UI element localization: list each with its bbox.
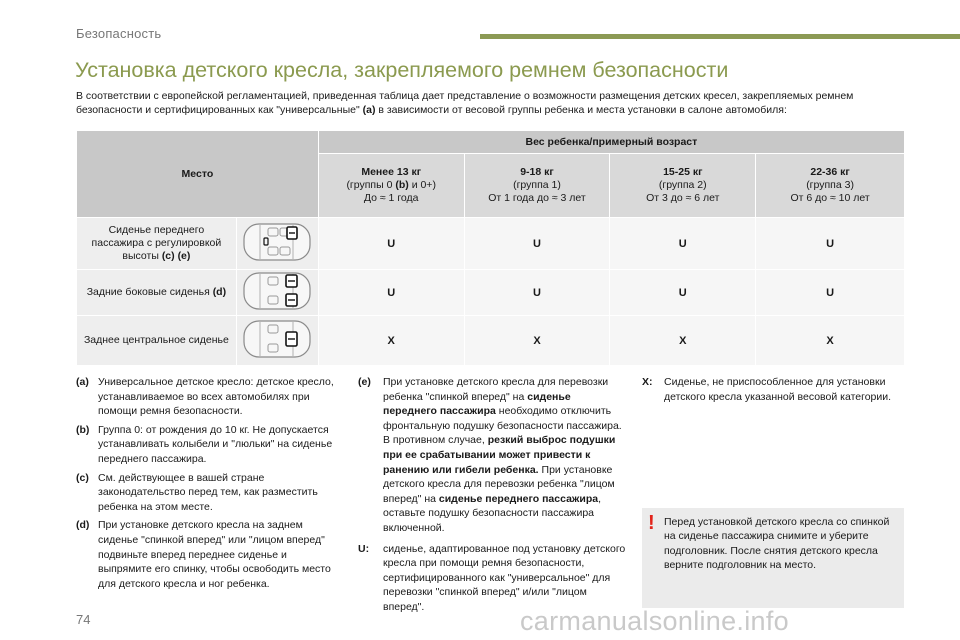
table-row (77, 316, 905, 366)
group-header-0 (318, 154, 464, 218)
group-name: (группы 0 (346, 179, 393, 191)
table-row (77, 218, 905, 270)
group-weight: Менее 13 кг (361, 166, 422, 178)
warning-icon: ! (648, 512, 655, 534)
note-u (358, 542, 626, 615)
note-x (642, 375, 904, 404)
group-age: От 3 до ≈ 6 лет (646, 192, 720, 204)
car-seat-diagram-icon (238, 219, 316, 265)
group-name: (группа 1) (513, 179, 561, 191)
page-number: 74 (76, 612, 91, 627)
car-seat-diagram-icon (238, 317, 316, 361)
note-text: Универсальное детское кресло: детское кресло, устанавливаемое во всех автомобилях при помощи ремня безопасности. (98, 376, 334, 418)
cell-value: X (464, 316, 610, 366)
note-e-text-2: необходимо отключить фронтальную подушку безопасности пассажира. В противном случае, (383, 405, 622, 447)
note-tag: (b) (76, 423, 90, 436)
row-diagram (236, 218, 318, 270)
cell-value: U (464, 218, 610, 270)
group-header-1 (464, 154, 610, 218)
note-text: Сиденье, не приспособленное для установки детского кресла указанной весовой категории. (664, 376, 892, 403)
note-tag: (d) (76, 519, 90, 532)
note-e-text-3: При установке детского кресла для перевозки ребенка "лицом вперед" на (383, 463, 615, 505)
row-diagram (236, 316, 318, 366)
warning-text: Перед установкой детского кресла со спинкой на сиденье пассажира снимите и уберите подголовник. После снятия детского кресла верните подголовник на место. (664, 516, 890, 572)
row-label (77, 218, 237, 270)
note-e-bold-3: сиденье переднего пассажира (438, 492, 599, 505)
note-e (358, 375, 626, 536)
group-weight: 15-25 кг (663, 166, 703, 178)
note-tag: X: (642, 376, 653, 388)
weight-header: Вес ребенка/примерный возраст (318, 131, 904, 154)
intro-paragraph (76, 90, 906, 117)
cell-value: U (756, 218, 905, 270)
car-seat-diagram-icon (238, 270, 316, 312)
group-age: От 6 до ≈ 10 лет (790, 192, 870, 204)
group-header-2 (610, 154, 756, 218)
note-e-bold-2: резкий выброс подушки при ее срабатывании может привести к ранению или гибели ребенка. (383, 434, 616, 476)
notes-right (642, 375, 904, 408)
seat-header: Место (77, 131, 319, 218)
group-name: (группа 2) (658, 179, 707, 191)
group-ref: (b) (395, 179, 409, 191)
note-tag: (a) (76, 376, 89, 388)
cell-value: U (756, 270, 905, 316)
cell-value: U (318, 270, 464, 316)
note-c (76, 471, 338, 515)
note-tag: (e) (358, 376, 371, 388)
group-name-tail: и 0+) (411, 179, 436, 191)
note-e-text-4: , оставьте подушку безопасности пассажира включенной. (383, 492, 601, 534)
row-label (77, 270, 237, 316)
cell-value: U (610, 270, 756, 316)
row-label (77, 316, 237, 366)
row-label-ref: (c) (e) (161, 250, 191, 262)
note-text: Группа 0: от рождения до 10 кг. Не допускается устанавливать колыбели и "люльки" на сиденье переднего пассажира. (98, 423, 333, 465)
cell-value: X (610, 316, 756, 366)
note-text (383, 375, 626, 536)
row-label-ref: (d) (212, 286, 227, 298)
section-label: Безопасность (76, 26, 162, 41)
row-label-text: Задние боковые сиденья (86, 286, 210, 298)
group-age: От 1 года до ≈ 3 лет (488, 192, 586, 204)
note-b (76, 423, 338, 467)
cell-value: X (318, 316, 464, 366)
cell-value: U (318, 218, 464, 270)
table-row (77, 270, 905, 316)
cell-value: U (610, 218, 756, 270)
note-text: При установке детского кресла на заднем сиденье "спинкой вперед" или "лицом вперед" подвиньте вперед переднее сиденье и выпрямите его спинку, чтобы освободить место для детского кресла и ног ребенка. (98, 519, 331, 590)
note-text: См. действующее в вашей стране законодательство перед тем, как разместить ребенка на этом месте. (98, 471, 318, 513)
note-tag: (c) (76, 471, 89, 484)
group-header-3 (756, 154, 905, 218)
child-seat-table (76, 130, 905, 366)
watermark: carmanualsonline.info (520, 606, 789, 636)
warning-box (642, 508, 904, 608)
group-age: До ≈ 1 года (363, 192, 419, 204)
group-name: (группа 3) (806, 179, 854, 191)
page-title: Установка детского кресла, закрепляемого ремнем безопасности (75, 58, 729, 82)
note-e-bold-1: сиденье переднего пассажира (383, 390, 571, 418)
notes-middle (358, 375, 626, 619)
group-weight: 9-18 кг (520, 166, 554, 178)
intro-text-tail: в зависимости от весовой группы ребенка и места установки в салоне автомобиля: (378, 103, 787, 116)
header-rule (480, 34, 960, 39)
note-text: сиденье, адаптированное под установку детского кресла при помощи ремня безопасности, сертифицированного как "универсальное" для перевозки "спинкой вперед" и/или "лицом вперед". (383, 542, 626, 613)
cell-value: U (464, 270, 610, 316)
intro-text: В соответствии с европейской регламентацией, приведенная таблица дает представление о возможности размещения детских кресел, закрепляемых ремнем безопасности и сертифицированных как "универсальные" (76, 90, 854, 116)
group-weight: 22-36 кг (810, 166, 850, 178)
cell-value: X (756, 316, 905, 366)
note-tag: U: (358, 542, 370, 555)
intro-ref: (a) (362, 103, 376, 116)
note-a (76, 375, 338, 419)
row-label-text: Сиденье переднего пассажира с регулировкой высоты (91, 224, 222, 262)
note-e-text-1: При установке детского кресла для перевозки ребенка "спинкой вперед" на (383, 376, 609, 403)
note-d (76, 518, 338, 591)
notes-left (76, 375, 338, 595)
row-label-text: Заднее центральное сиденье (83, 334, 229, 346)
row-diagram (236, 270, 318, 316)
